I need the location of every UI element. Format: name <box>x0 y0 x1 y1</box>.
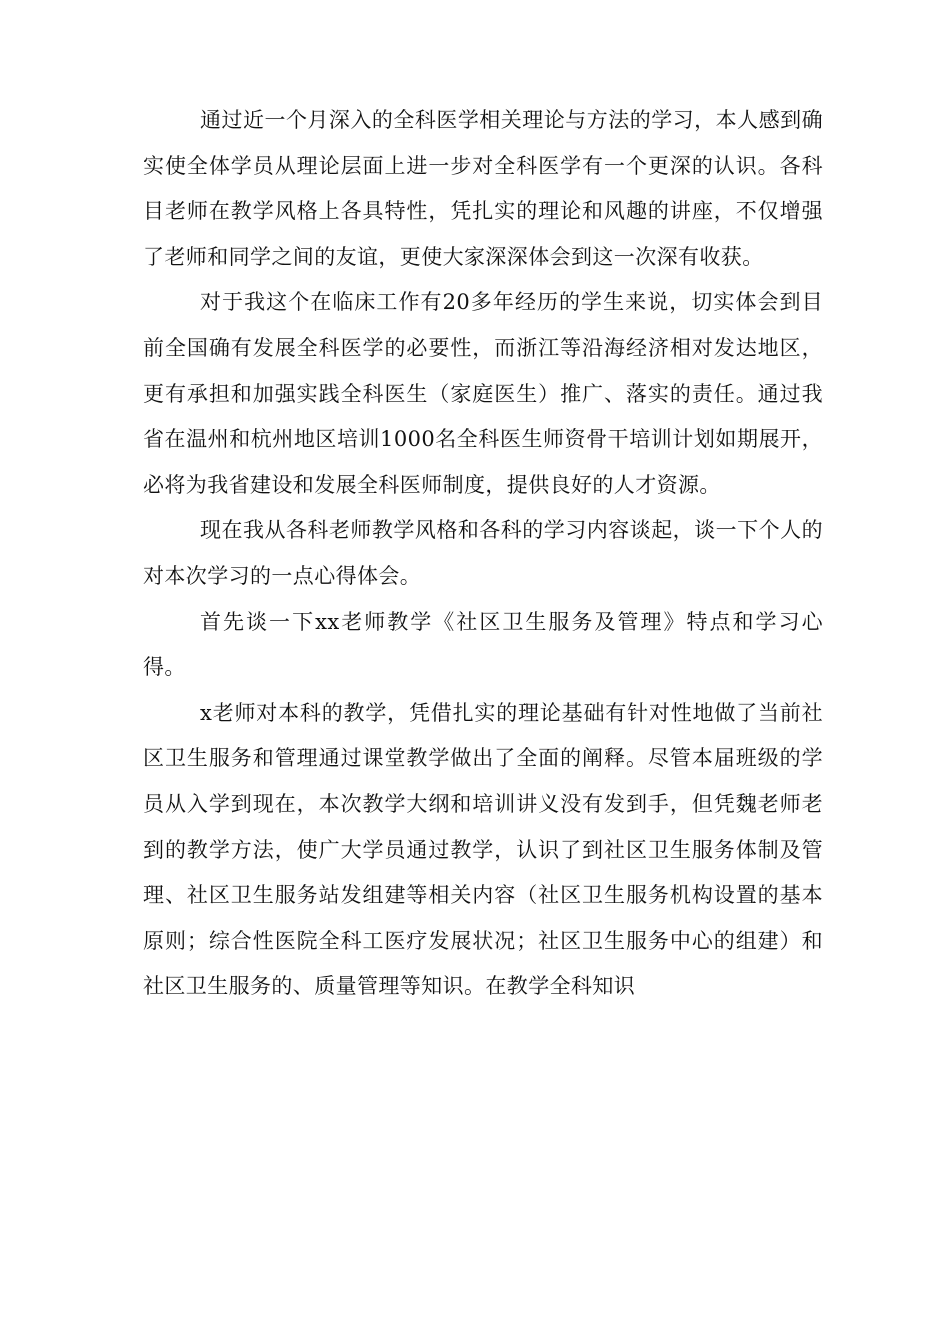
paragraph-1: 通过近一个月深入的全科医学相关理论与方法的学习，本人感到确实使全体学员从理论层面上进一步对全科医学有一个更深的认识。各科目老师在教学风格上各具特性，凭扎实的理论和风趣的讲座，不仅增强了老师和同学之间的友谊，更使大家深深体会到这一次深有收获。 <box>143 108 823 269</box>
paragraph-4: 首先谈一下xx老师教学《社区卫生服务及管理》特点和学习心得。 <box>143 609 823 680</box>
paragraph-2: 对于我这个在临床工作有20多年经历的学生来说，切实体会到目前全国确有发展全科医学的必要性，而浙江等沿海经济相对发达地区，更有承担和加强实践全科医生（家庭医生）推广、落实的责任。通过我省在温州和杭州地区培训1000名全科医生师资骨干培训计划如期展开，必将为我省建设和发展全科医师制度，提供良好的人才资源。 <box>143 290 823 497</box>
document-body <box>143 98 823 1010</box>
paragraph-5: x老师对本科的教学，凭借扎实的理论基础有针对性地做了当前社区卫生服务和管理通过课堂教学做出了全面的阐释。尽管本届班级的学员从入学到现在，本次教学大纲和培训讲义没有发到手，但凭魏老师老到的教学方法，使广大学员通过教学，认识了到社区卫生服务体制及管理、社区卫生服务站发组建等相关内容（社区卫生服务机构设置的基本原则；综合性医院全科工医疗发展状况；社区卫生服务中心的组建）和社区卫生服务的、质量管理等知识。在教学全科知识 <box>143 700 823 999</box>
paragraph-3: 现在我从各科老师教学风格和各科的学习内容谈起，谈一下个人的对本次学习的一点心得体会。 <box>143 518 823 588</box>
